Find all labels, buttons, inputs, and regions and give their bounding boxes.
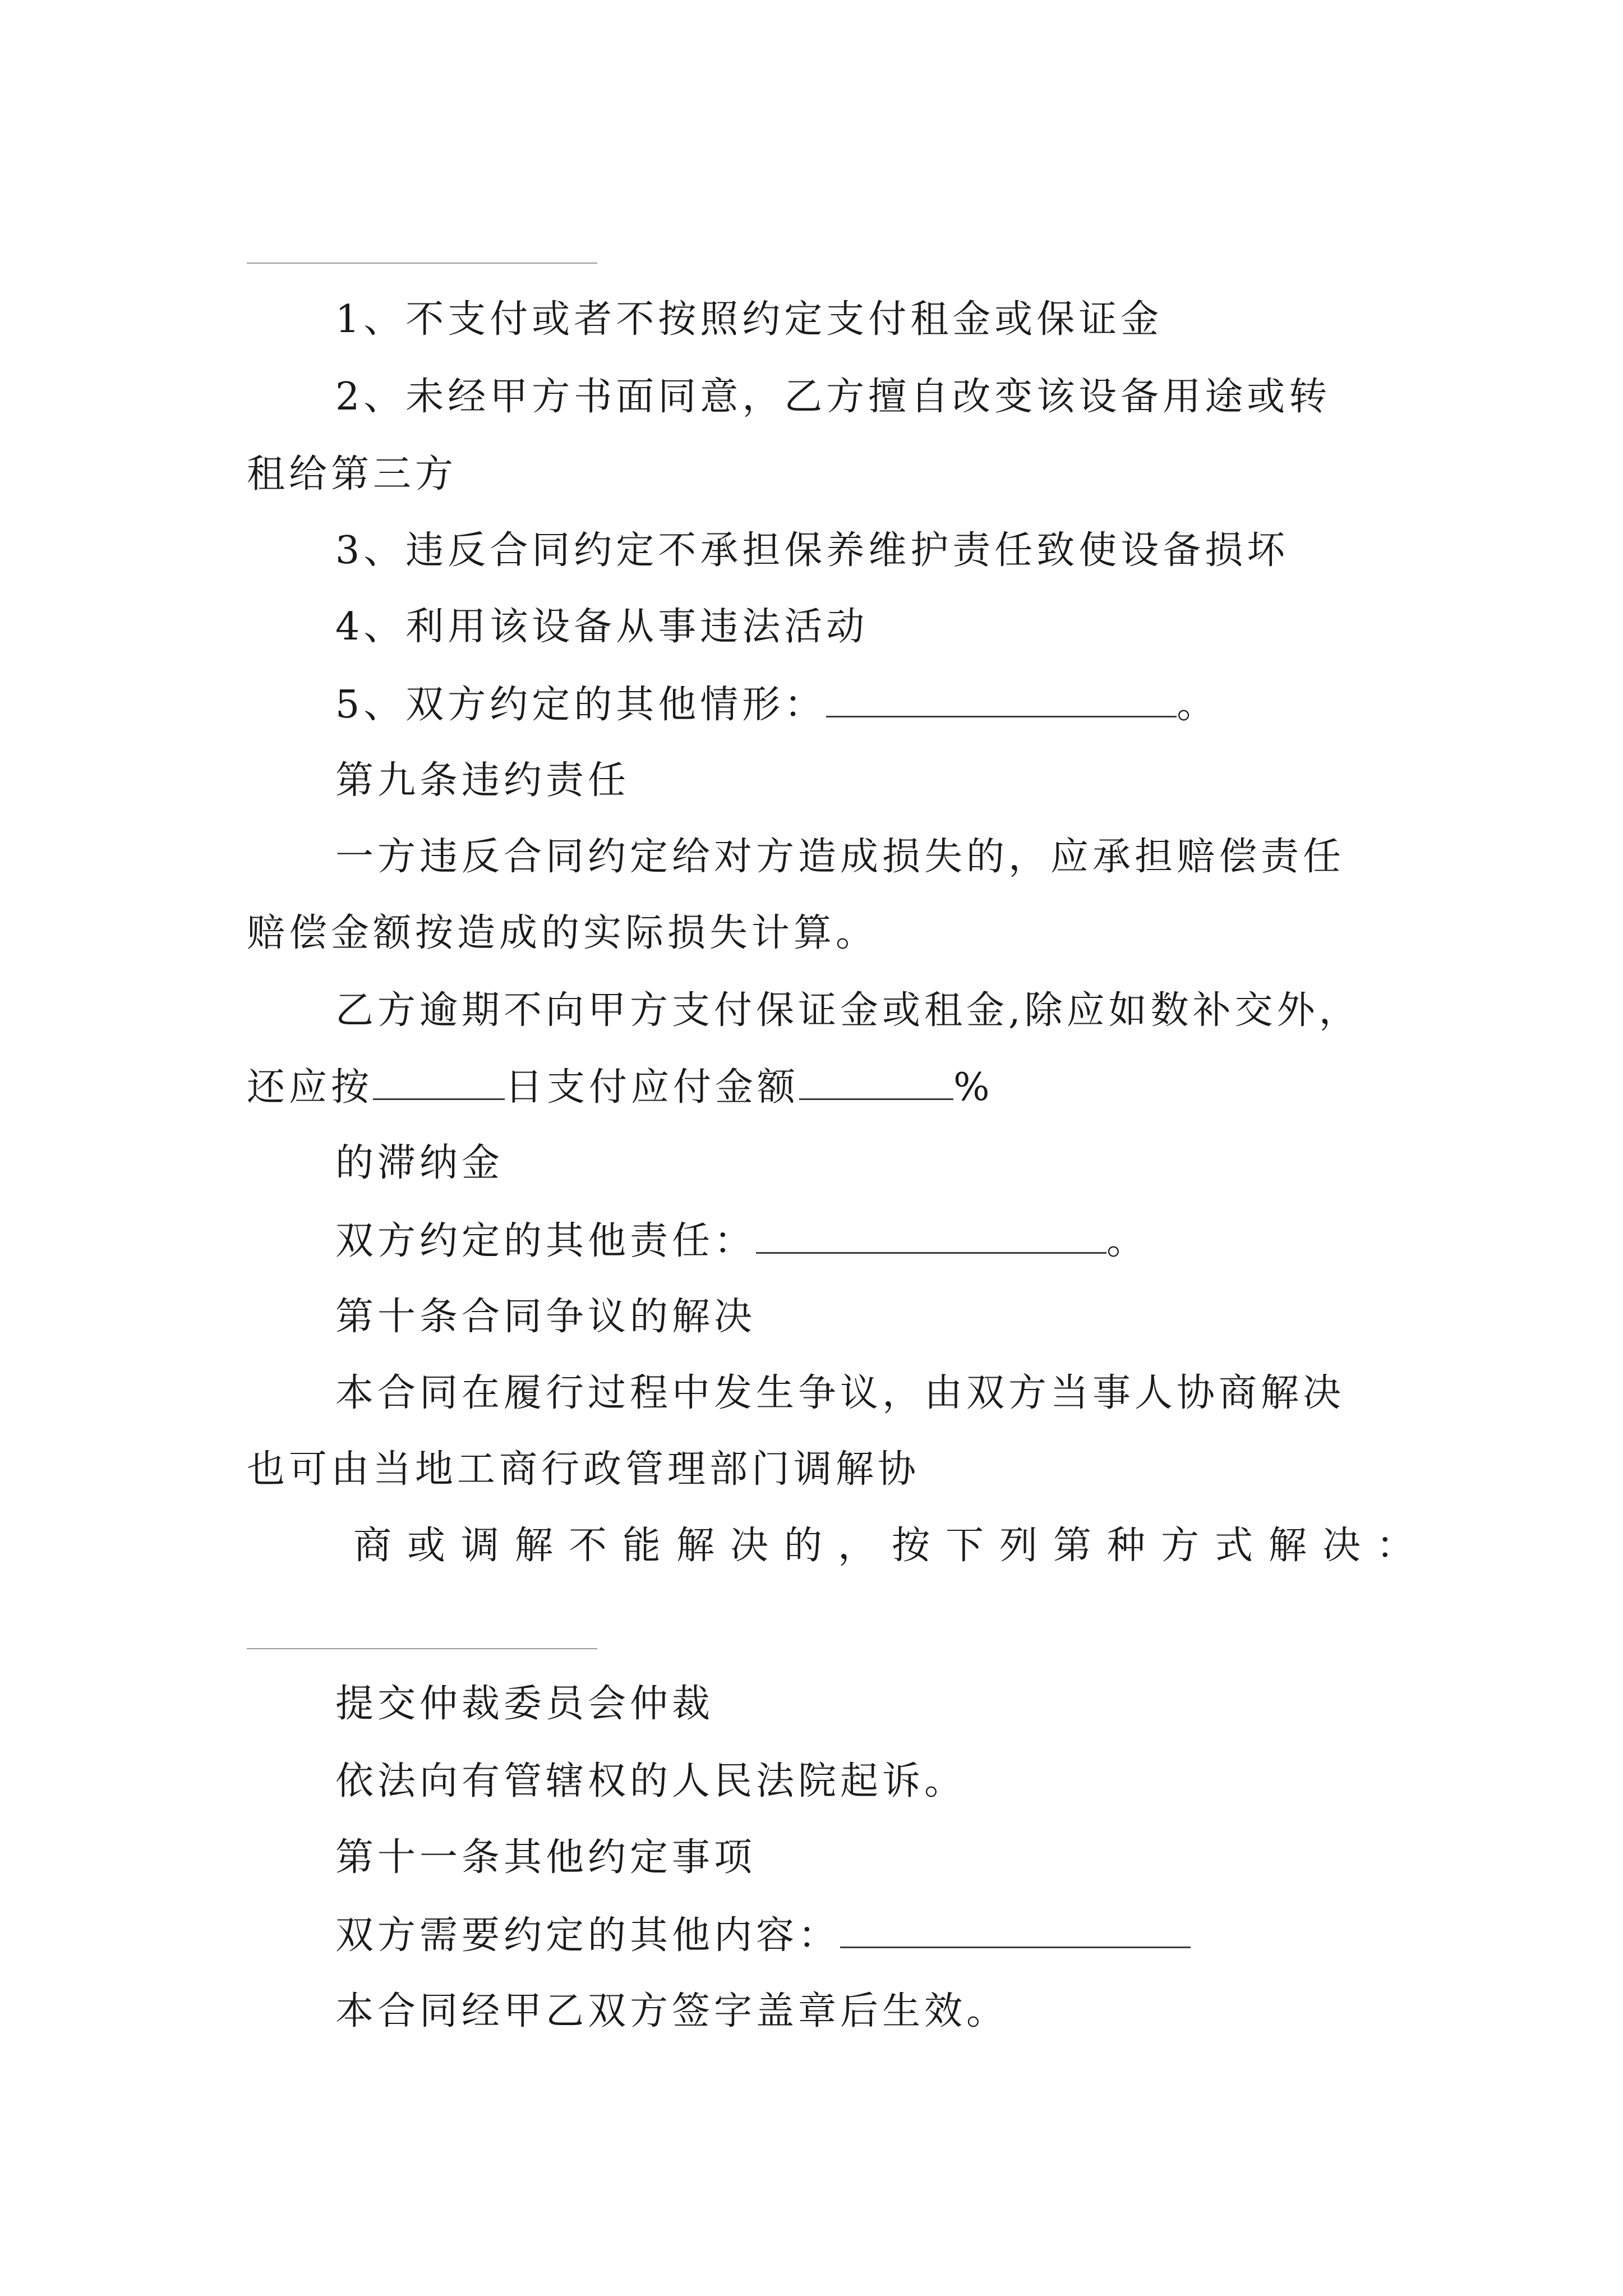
dispute-para-line-2: 也可由当地工商行政管理部门调解协: [247, 1447, 920, 1492]
article-9-heading: 第九条违约责任: [335, 758, 630, 803]
clause-item-1: 1、不支付或者不按照约定支付租金或保证金: [335, 297, 1163, 342]
dispute-para-line-3: 商或调解不能解决的，按下列第种方式解决：: [353, 1524, 1431, 1568]
clause-item-5: [335, 682, 1219, 728]
top-divider: [247, 263, 597, 264]
article-10-heading: 第十条合同争议的解决: [335, 1295, 757, 1339]
clause-item-5-label: 5、双方约定的其他情形：: [335, 683, 827, 727]
clause-item-3: 3、违反合同约定不承担保养维护责任致使设备损坏: [335, 528, 1289, 573]
other-liability: [335, 1218, 1149, 1264]
late-fee-period-blank: [373, 1065, 505, 1100]
liability-para-2-line-1: 乙方逾期不向甲方支付保证金或租金,除应如数补交外，: [335, 988, 1361, 1033]
liability-para-1-line-1: 一方违反合同约定给对方造成损失的，应承担赔偿责任: [335, 835, 1345, 879]
liability-para-2-line-3: 的滞纳金: [335, 1141, 504, 1185]
late-fee-percent: %: [953, 1065, 994, 1110]
other-terms-blank: [840, 1913, 1191, 1948]
page-break-divider: [247, 1648, 597, 1649]
liability-para-1-line-2: 赔偿金额按造成的实际损失计算。: [247, 911, 878, 955]
clause-item-4: 4、利用该设备从事违法活动: [335, 605, 869, 649]
article-11-heading: 第十一条其他约定事项: [335, 1835, 757, 1880]
effective-clause: 本合同经甲乙双方签字盖章后生效。: [335, 1989, 1009, 2033]
clause-item-2-line-1: 2、未经甲方书面同意，乙方擅自改变该设备用途或转: [335, 375, 1331, 419]
late-fee-prefix: 还应按: [247, 1065, 374, 1110]
late-fee-rate-blank: [799, 1065, 953, 1100]
other-liability-blank: [756, 1218, 1106, 1254]
other-circumstances-blank: [826, 682, 1177, 717]
resolution-option-2: 依法向有管辖权的人民法院起诉。: [335, 1759, 967, 1803]
other-terms-label: 双方需要约定的其他内容：: [335, 1913, 841, 1958]
clause-item-5-end: 。: [1177, 683, 1219, 727]
other-liability-end: 。: [1106, 1219, 1149, 1263]
liability-para-2-line-2: [247, 1065, 994, 1110]
dispute-para-line-1: 本合同在履行过程中发生争议，由双方当事人协商解决: [335, 1371, 1345, 1415]
resolution-option-1: 提交仲裁委员会仲裁: [335, 1682, 714, 1726]
other-terms: [335, 1913, 1191, 1958]
other-liability-label: 双方约定的其他责任：: [335, 1219, 757, 1263]
clause-item-2-line-2: 租给第三方: [247, 452, 458, 496]
late-fee-mid: 日支付应付金额: [505, 1065, 800, 1110]
